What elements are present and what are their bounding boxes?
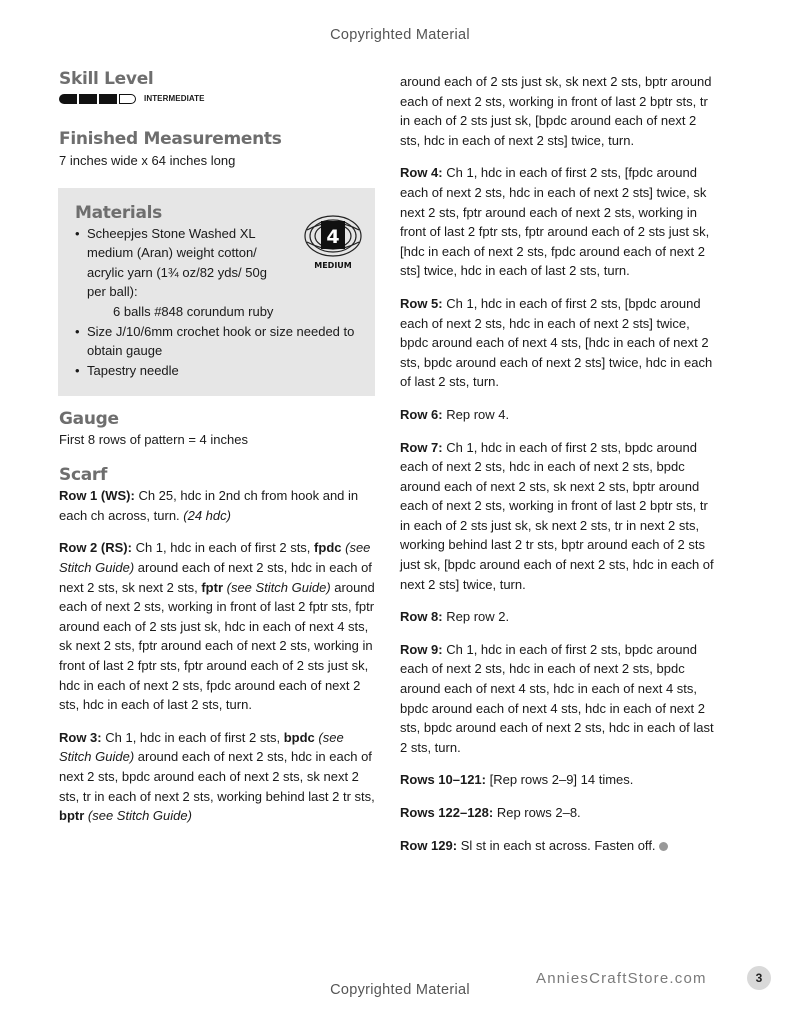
finished-measurements-heading: Finished Measurements <box>59 129 282 149</box>
row-129-instruction: Row 129: Sl st in each st across. Fasten off. <box>400 836 718 856</box>
skill-block-filled <box>59 94 77 104</box>
gauge-heading: Gauge <box>59 408 119 429</box>
skill-block-filled <box>79 94 97 104</box>
row-3-instruction: Row 3: Ch 1, hdc in each of first 2 sts, bpdc (see Stitch Guide) around each of next 2 sts, hdc in each of next 2 sts, bpdc around each of next 2 sts, sk next 2 sts, tr in each of next 2 sts, working behind last 2 tr sts, bptr (see Stitch Guide) <box>59 729 375 824</box>
materials-item-hook: • Size J/10/6mm crochet hook or size needed to obtain gauge <box>75 322 375 361</box>
row-9-instruction: Row 9: Ch 1, hdc in each of first 2 sts, bpdc around each of next 2 sts, hdc in each of next 2 sts, bpdc around each of next 4 sts, hdc in each of next 4 sts, bpdc around each of next 4 sts, hdc in each of next 2 sts, bpdc around each of next 2 sts, hdc in each of last 2 sts, turn. <box>400 641 714 755</box>
materials-item-needle: • Tapestry needle <box>75 361 375 381</box>
skill-block-filled <box>99 94 117 104</box>
gauge-text: First 8 rows of pattern = 4 inches <box>59 431 248 447</box>
row-6-instruction: Row 6: Rep row 4. <box>400 406 510 422</box>
row-3-instruction-continued: around each of 2 sts just sk, sk next 2 sts, bptr around each of next 2 sts, working in front of last 2 bptr sts, tr in each of 2 sts just sk, [bpdc around each of next 2 sts, hdc in each of next 2 sts] twice, turn. <box>400 74 712 148</box>
yarn-weight-label: MEDIUM <box>314 260 352 270</box>
rows-122-128-instruction: Rows 122–128: Rep rows 2–8. <box>400 805 581 820</box>
left-column <box>59 68 377 839</box>
materials-box <box>58 188 375 396</box>
row-1-instruction: Row 1 (WS): Ch 25, hdc in 2nd ch from hook and in each ch across, turn. (24 hdc) <box>59 488 359 523</box>
materials-item-yarn: • Scheepjes Stone Washed XL medium (Aran) weight cotton/ acrylic yarn (1¾ oz/82 yds/ 50g per ball): 6 balls #848 corundum ruby <box>75 224 375 322</box>
row-5-instruction: Row 5: Ch 1, hdc in each of first 2 sts, [bpdc around each of next 2 sts, hdc in each of next 2 sts] twice, bpdc around each of next 4 sts, [hdc in each of next 2 sts, bpdc around each of next 2 sts] twice, hdc in each of last 2 sts, turn. <box>400 295 713 390</box>
right-column <box>400 72 718 868</box>
scarf-heading: Scarf <box>59 465 108 486</box>
materials-heading: Materials <box>75 202 162 223</box>
skill-level-indicator <box>59 93 377 105</box>
copyright-watermark-bottom: Copyrighted Material <box>330 982 470 998</box>
footer-website: AnniesCraftStore.com <box>536 970 707 987</box>
copyright-watermark-top: Copyrighted Material <box>330 27 470 43</box>
materials-list <box>75 224 375 381</box>
row-7-instruction: Row 7: Ch 1, hdc in each of first 2 sts, bpdc around each of next 2 sts, hdc in each of next 2 sts, bpdc around each of next 2 sts, sk next 2 sts, bptr around each of next 2 sts, working in front of last 2 bptr sts, tr in each of 2 sts just sk, sk next 2 sts, tr in next 2 sts, working behind last 2 tr sts, bptr around each of 2 sts just sk, [bpdc around each of next 2 sts, hdc in each of next 2 sts] twice, turn. <box>400 439 714 592</box>
row-2-instruction: Row 2 (RS): Ch 1, hdc in each of first 2 sts, fpdc (see Stitch Guide) around each of next 2 sts, hdc in each of next 2 sts, sk next 2 sts, fptr (see Stitch Guide) around each of next 2 sts, working in front of last 2 fptr sts, fptr around each of 2 sts just sk, hdc in each of next 4 sts, sk next 2 sts, fptr around each of next 2 sts, working in front of last 2 fptr sts, fptr around each of 2 sts just sk, hdc in each of next 2 sts, fpdc around each of next 2 sts, hdc in each of last 2 sts, turn. <box>59 540 375 713</box>
finished-measurements-text: 7 inches wide x 64 inches long <box>59 153 236 168</box>
rows-10-121-instruction: Rows 10–121: [Rep rows 2–9] 14 times. <box>400 772 634 788</box>
page-number: 3 <box>747 966 771 990</box>
end-of-pattern-dot-icon <box>659 842 668 851</box>
skill-level-heading: Skill Level <box>59 69 154 89</box>
materials-item-yarn-detail: 6 balls #848 corundum ruby <box>113 303 274 319</box>
yarn-weight-number: 4 <box>326 225 340 248</box>
row-8-instruction: Row 8: Rep row 2. <box>400 609 510 625</box>
skill-block-empty <box>119 94 136 104</box>
row-4-instruction: Row 4: Ch 1, hdc in each of first 2 sts, [fpdc around each of next 2 sts, hdc in each of next 2 sts] twice, sk next 2 sts, fptr around each of next 2 sts, working in front of last 2 fptr sts, fptr around each of 2 sts just sk, [hdc in each of next 2 sts, fpdc around each of next 2 sts] twice, hdc in each of last 2 sts, turn. <box>400 165 710 279</box>
skill-level-label: INTERMEDIATE <box>144 94 205 104</box>
